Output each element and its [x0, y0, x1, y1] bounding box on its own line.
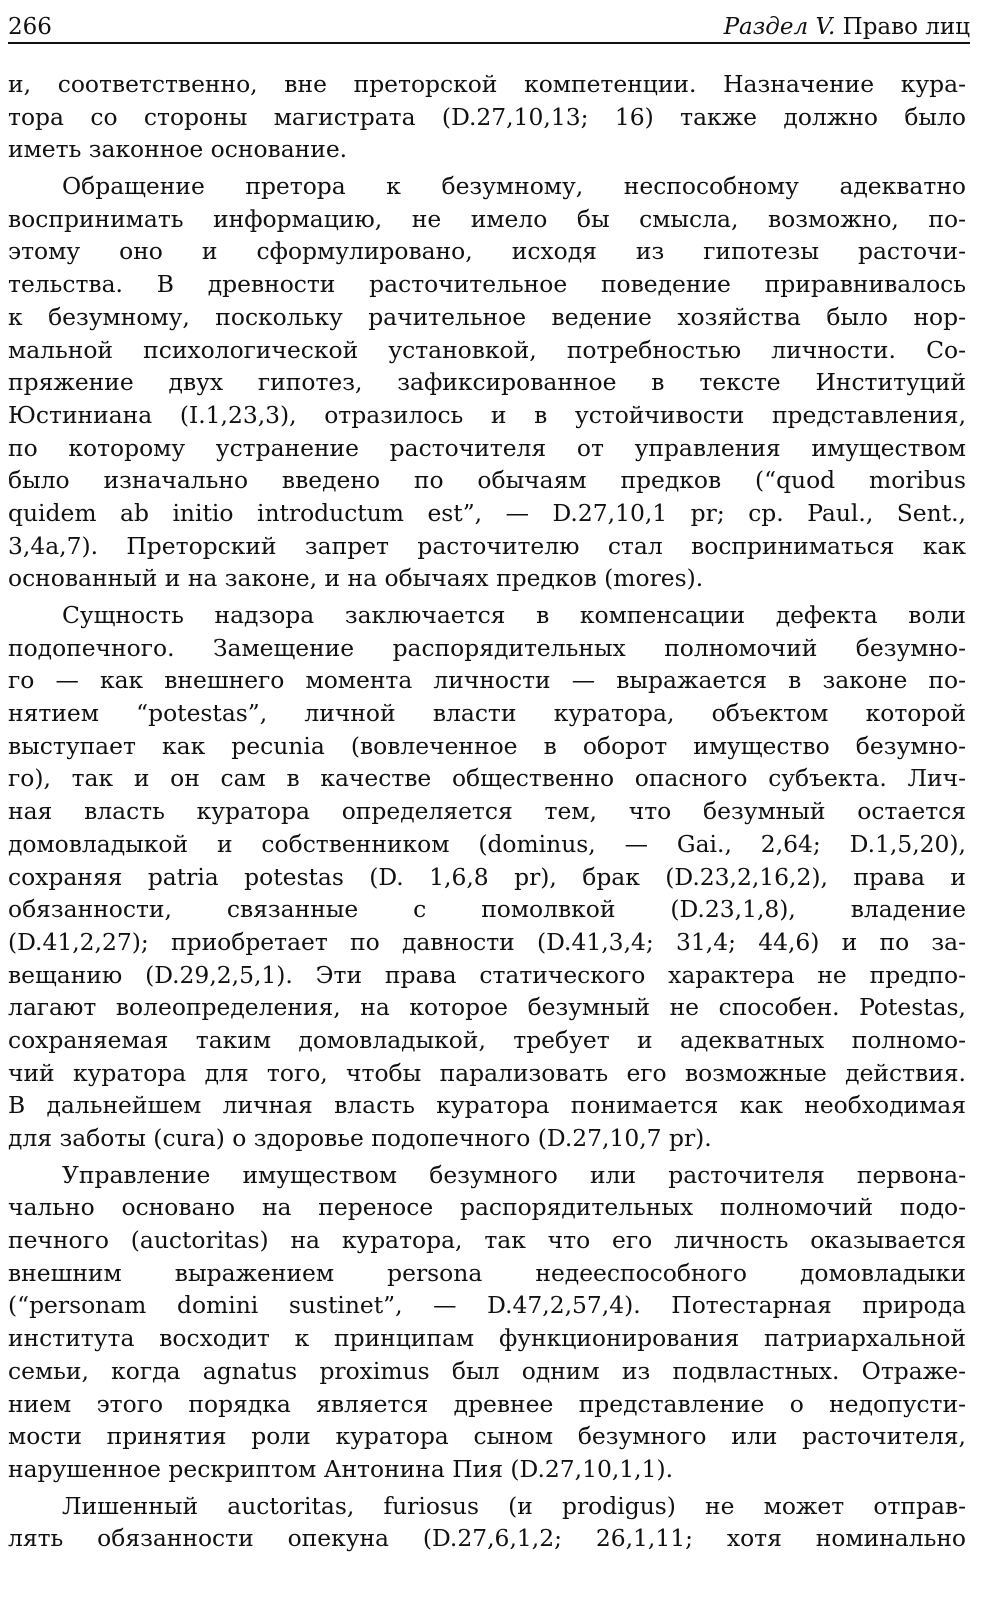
paragraph	[8, 1490, 966, 1555]
text-line: института восходит к принципам функционирования патриархальной	[8, 1324, 966, 1353]
text-line: мости принятия роли куратора сыном безумного или расточителя,	[8, 1422, 966, 1451]
paragraph	[8, 170, 966, 595]
text-line: этому оно и сформулировано, исходя из гипотезы расточи-	[8, 237, 966, 266]
paragraph	[8, 1159, 966, 1486]
text-line: тора со стороны магистрата (D.27,10,13; 16) также должно было	[8, 102, 966, 131]
text-line: quidem ab initio introductum est”, — D.27,10,1 pr; ср. Paul., Sent.,	[8, 498, 966, 527]
text-line: 3,4a,7). Преторский запрет расточителю стал восприниматься как	[8, 531, 966, 560]
text-line: сохраняемая таким домовладыкой, требует и адекватных полномо-	[8, 1025, 966, 1054]
running-title	[724, 14, 970, 40]
text-line: к безумному, поскольку рачительное ведение хозяйства было нор-	[8, 302, 966, 331]
text-line: Обращение претора к безумному, неспособному адекватно	[62, 172, 966, 201]
text-line: воспринимать информацию, не имело бы смысла, возможно, по-	[8, 204, 966, 233]
text-line: В дальнейшем личная власть куратора понимается как необходимая	[8, 1091, 966, 1120]
text-line: и, соответственно, вне преторской компетенции. Назначение кура-	[8, 70, 966, 98]
body-text	[8, 68, 966, 1555]
text-line: вещанию (D.29,2,5,1). Эти права статического характера не предпо-	[8, 960, 966, 989]
text-line: го — как внешнего момента личности — выражается в законе по-	[8, 666, 966, 695]
text-line: подопечного. Замещение распорядительных полномочий безумно-	[8, 633, 966, 662]
text-line: было изначально введено по обычаям предков (“quod moribus	[8, 466, 966, 495]
text-line: сохраняя patria potestas (D. 1,6,8 pr), брак (D.23,2,16,2), права и	[8, 862, 966, 891]
paragraph	[8, 599, 966, 1155]
text-line: семьи, когда agnatus proximus был одним из подвластных. Отраже-	[8, 1356, 966, 1385]
page-number: 266	[8, 14, 52, 40]
text-line: тельства. В древности расточительное поведение приравнивалось	[8, 270, 966, 299]
running-header	[8, 6, 970, 44]
text-line: чально основано на переносе распорядительных полномочий подо-	[8, 1193, 966, 1222]
text-line: Управление имуществом безумного или расточителя первона-	[62, 1160, 966, 1189]
text-line: домовладыкой и собственником (dominus, — Gai., 2,64; D.1,5,20),	[8, 829, 966, 858]
text-line: (“personam domini sustinet”, — D.47,2,57,4). Потестарная природа	[8, 1291, 966, 1320]
text-line: чий куратора для того, чтобы парализовать его возможные действия.	[8, 1058, 966, 1087]
text-line: го), так и он сам в качестве общественно опасного субъекта. Лич-	[8, 764, 966, 793]
text-line: основанный и на законе, и на обычаях предков (mores).	[8, 564, 704, 593]
text-line: лагают волеопределения, на которое безумный не способен. Potestas,	[8, 993, 966, 1022]
text-line: выступает как pecunia (вовлеченное в оборот имущество безумно-	[8, 731, 966, 760]
paragraph	[8, 68, 966, 166]
text-line: нарушенное рескриптом Антонина Пия (D.27,10,1,1).	[8, 1454, 674, 1483]
text-line: Юстиниана (I.1,23,3), отразилось и в устойчивости представления,	[8, 400, 966, 429]
section-title: Право лиц	[842, 14, 970, 40]
text-line: мальной психологической установкой, потребностью личности. Со-	[8, 335, 966, 364]
text-line: обязанности, связанные с помолвкой (D.23,1,8), владение	[8, 895, 966, 924]
text-line: (D.41,2,27); приобретает по давности (D.41,3,4; 31,4; 44,6) и по за-	[8, 927, 966, 956]
section-label: Раздел V.	[723, 14, 836, 40]
text-line: Сущность надзора заключается в компенсации дефекта воли	[62, 601, 966, 629]
text-line: иметь законное основание.	[8, 135, 348, 164]
text-line: лять обязанности опекуна (D.27,6,1,2; 26,1,11; хотя номинально	[8, 1524, 966, 1553]
text-line: печного (auctoritas) на куратора, так что его личность оказывается	[8, 1226, 966, 1255]
text-line: ная власть куратора определяется тем, что безумный остается	[8, 797, 966, 826]
text-line: Лишенный auctoritas, furiosus (и prodigus) не может отправ-	[62, 1491, 966, 1520]
text-line: внешним выражением persona недееспособного домовладыки	[8, 1258, 966, 1287]
text-line: нием этого порядка является древнее представление о недопусти-	[8, 1389, 966, 1418]
text-line: нятием “potestas”, личной власти куратора, объектом которой	[8, 699, 966, 728]
text-line: по которому устранение расточителя от управления имуществом	[8, 433, 966, 462]
text-line: для заботы (cura) о здоровье подопечного (D.27,10,7 pr).	[8, 1124, 712, 1152]
text-line: пряжение двух гипотез, зафиксированное в тексте Институций	[8, 368, 966, 397]
